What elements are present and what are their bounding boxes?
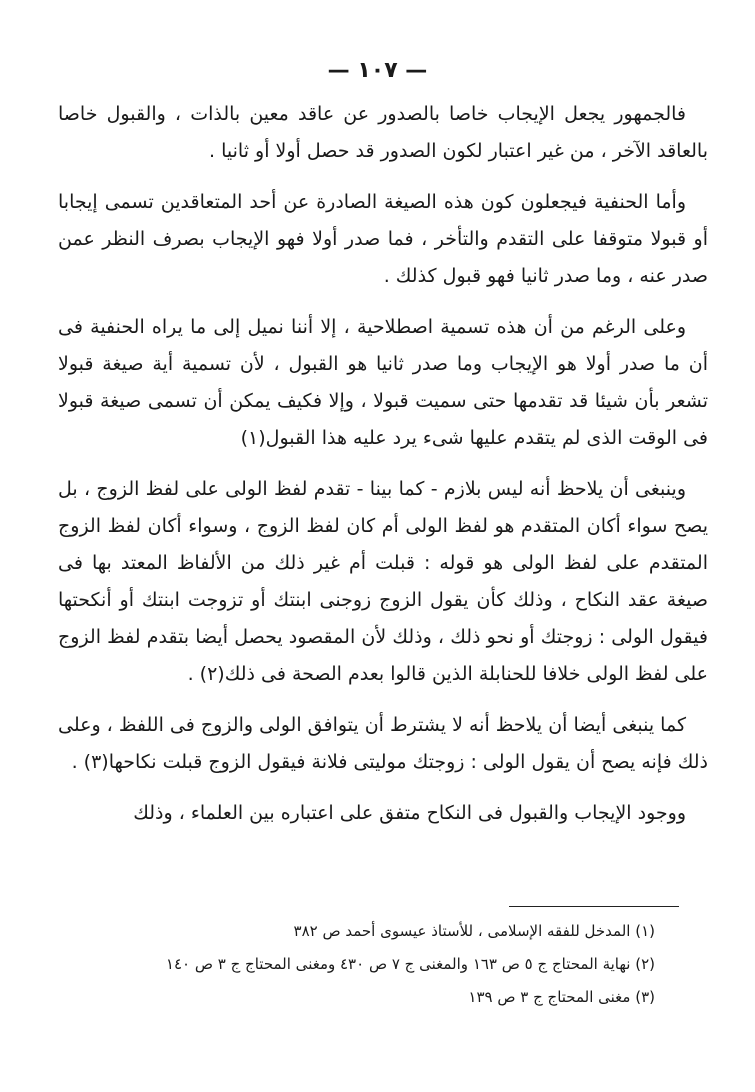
footnote-divider — [509, 906, 679, 907]
paragraph-4: وينبغى أن يلاحظ أنه ليس بلازم - كما بينا - تقدم لفظ الولى على لفظ الزوج ، بل يصح سواء أكان المتقدم هو لفظ الولى أم كان لفظ الزوج ، وسواء أكان لفظ الزوج المتقدم على لفظ الولى هو قوله : قبلت أم غير ذلك من الألفاظ المعتد بها فى صيغة عقد النكاح ، وذلك كأن يقول الزوج زوجنى ابنتك أو تزوجت ابنتك أو أنكحتها فيقول الولى : زوجتك أو نحو ذلك ، وذلك لأن المقصود يحصل أيضا بتقدم لفظ الزوج على لفظ الولى خلافا للحنابلة الذين قالوا بعدم الصحة فى ذلك(٢) . — [58, 478, 708, 685]
footnote-2: (٢) نهاية المحتاج ج ٥ ص ١٦٣ والمغنى ج ٧ ص ٤٣٠ ومغنى المحتاج ج ٣ ص ١٤٠ — [165, 955, 655, 973]
paragraph-6: ووجود الإيجاب والقبول فى النكاح متفق على اعتباره بين العلماء ، وذلك — [133, 802, 686, 824]
body-text — [58, 96, 708, 832]
paragraph-3: وعلى الرغم من أن هذه تسمية اصطلاحية ، إلا أننا نميل إلى ما يراه الحنفية فى أن ما صدر أولا هو الإيجاب وما صدر ثانيا هو القبول ، لأن تسمية أية صيغة قبولا تشعر بأن شيئا قد تقدمها حتى سميت قبولا ، وإلا فكيف يمكن أن تسمى صيغة قبولا فى الوقت الذى لم يتقدم عليها شىء يرد عليه هذا القبول(١) — [58, 316, 708, 449]
paragraph-5: كما ينبغى أيضا أن يلاحظ أنه لا يشترط أن يتوافق الولى والزوج فى اللفظ ، وعلى ذلك فإنه يصح أن يقول الولى : زوجتك موليتى فلانة فيقول الزوج قبلت نكاحها(٣) . — [58, 714, 708, 773]
paragraph-2: وأما الحنفية فيجعلون كون هذه الصيغة الصادرة عن أحد المتعاقدين تسمى إيجابا أو قبولا متوقفا على التقدم والتأخر ، فما صدر أولا فهو الإيجاب بصرف النظر عمن صدر عنه ، وما صدر ثانيا فهو قبول كذلك . — [58, 191, 708, 287]
footnote-3: (٣) مغنى المحتاج ج ٣ ص ١٣٩ — [468, 988, 655, 1006]
footnote-1: (١) المدخل للفقه الإسلامى ، للأستاذ عيسوى أحمد ص ٣٨٢ — [293, 922, 655, 940]
footnotes — [100, 915, 655, 1014]
page-number: — ١٠٧ — — [327, 58, 428, 83]
paragraph-1: فالجمهور يجعل الإيجاب خاصا بالصدور عن عاقد معين بالذات ، والقبول خاصا بالعاقد الآخر ، من غير اعتبار لكون الصدور قد حصل أولا أو ثانيا . — [58, 103, 708, 162]
